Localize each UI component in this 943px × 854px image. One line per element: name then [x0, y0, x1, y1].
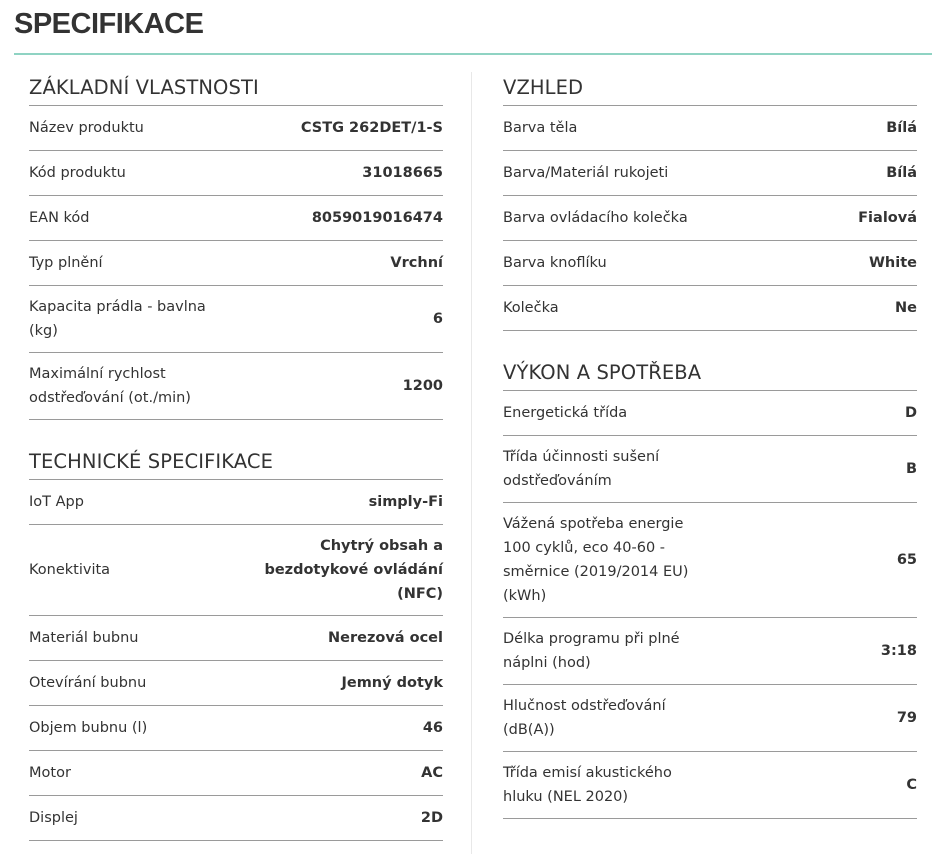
spec-row-energy-consumption	[503, 503, 917, 618]
spec-value: 1200	[402, 378, 443, 394]
spec-label: Třída emisí akustického hluku (NEL 2020)	[503, 765, 672, 805]
spec-label: Materiál bubnu	[29, 630, 139, 646]
spec-label: Kolečka	[503, 300, 559, 316]
spec-row-body-color	[503, 106, 917, 151]
spec-row-dial-color	[503, 196, 917, 241]
spec-label: Vážená spotřeba energie 100 cyklů, eco 40-60 - směrnice (2019/2014 EU) (kWh)	[503, 516, 689, 604]
spec-value: Bílá	[886, 120, 917, 136]
spec-row-motor	[29, 751, 443, 796]
spec-row-product-code	[29, 151, 443, 196]
spec-row-knob-color	[503, 241, 917, 286]
section-title: VÝKON A SPOTŘEBA	[503, 361, 917, 391]
spec-row-spin-drying-class	[503, 436, 917, 503]
spec-label: Barva těla	[503, 120, 578, 136]
spec-row-loading-type	[29, 241, 443, 286]
spec-row-display	[29, 796, 443, 841]
spec-section-appearance	[503, 76, 917, 331]
section-title: ZÁKLADNÍ VLASTNOSTI	[29, 76, 443, 106]
spec-value: 31018665	[362, 165, 443, 181]
spec-value: AC	[421, 765, 443, 781]
spec-value: 46	[422, 720, 443, 736]
spec-label: Délka programu při plné náplni (hod)	[503, 631, 680, 671]
spec-value: 6	[432, 311, 443, 327]
spec-value: White	[868, 255, 917, 271]
column-divider	[471, 72, 472, 854]
spec-value: Fialová	[858, 210, 917, 226]
spec-label: IoT App	[29, 494, 84, 510]
spec-value: Chytrý obsah a bezdotykové ovládání (NFC)	[264, 538, 443, 602]
spec-row-drum-material	[29, 616, 443, 661]
spec-value: Jemný dotyk	[341, 675, 443, 691]
spec-value: Ne	[895, 300, 917, 316]
spec-value: 79	[896, 710, 917, 726]
spec-label: Otevírání bubnu	[29, 675, 147, 691]
spec-value: 2D	[420, 810, 443, 826]
spec-value: Vrchní	[390, 255, 443, 271]
spec-row-connectivity	[29, 525, 443, 616]
spec-row-noise-emission-class	[503, 752, 917, 819]
spec-label: Objem bubnu (l)	[29, 720, 148, 736]
spec-label: Typ plnění	[29, 255, 103, 271]
spec-label: Energetická třída	[503, 405, 628, 421]
spec-row-wheels	[503, 286, 917, 331]
spec-row-drum-volume	[29, 706, 443, 751]
spec-label: Barva knoflíku	[503, 255, 607, 271]
left-column	[29, 76, 443, 841]
page-title: SPECIFIKACE	[14, 8, 204, 40]
spec-row-product-name	[29, 106, 443, 151]
spec-value: D	[904, 405, 917, 421]
spec-section-basic	[29, 76, 443, 420]
spec-row-drum-opening	[29, 661, 443, 706]
title-divider	[14, 53, 932, 55]
spec-label: Konektivita	[29, 562, 111, 578]
section-title: TECHNICKÉ SPECIFIKACE	[29, 450, 443, 480]
right-column	[503, 76, 917, 819]
spec-value: 3:18	[880, 643, 917, 659]
spec-value: CSTG 262DET/1-S	[300, 120, 443, 136]
spec-label: Hlučnost odstřeďování (dB(A))	[503, 698, 666, 738]
spec-value: simply-Fi	[368, 494, 443, 510]
spec-row-spin-noise	[503, 685, 917, 752]
spec-value: B	[905, 461, 917, 477]
spec-label: Název produktu	[29, 120, 144, 136]
spec-label: Kapacita prádla - bavlna (kg)	[29, 299, 206, 339]
spec-row-ean	[29, 196, 443, 241]
spec-value: 8059019016474	[311, 210, 443, 226]
spec-label: Barva ovládacího kolečka	[503, 210, 688, 226]
spec-label: Maximální rychlost odstřeďování (ot./min)	[29, 366, 191, 406]
spec-row-program-duration	[503, 618, 917, 685]
spec-value: Bílá	[886, 165, 917, 181]
spec-label: Displej	[29, 810, 78, 826]
spec-row-handle-color	[503, 151, 917, 196]
spec-label: Kód produktu	[29, 165, 126, 181]
spec-section-performance	[503, 361, 917, 819]
spec-section-technical	[29, 450, 443, 841]
spec-row-energy-class	[503, 391, 917, 436]
spec-label: EAN kód	[29, 210, 90, 226]
spec-value: Nerezová ocel	[327, 630, 443, 646]
spec-label: Barva/Materiál rukojeti	[503, 165, 669, 181]
spec-label: Třída účinnosti sušení odstřeďováním	[503, 449, 660, 489]
section-title: VZHLED	[503, 76, 917, 106]
spec-value: C	[906, 777, 917, 793]
spec-row-spin-speed	[29, 353, 443, 420]
spec-value: 65	[896, 552, 917, 568]
spec-row-iot-app	[29, 480, 443, 525]
spec-label: Motor	[29, 765, 71, 781]
spec-row-capacity	[29, 286, 443, 353]
